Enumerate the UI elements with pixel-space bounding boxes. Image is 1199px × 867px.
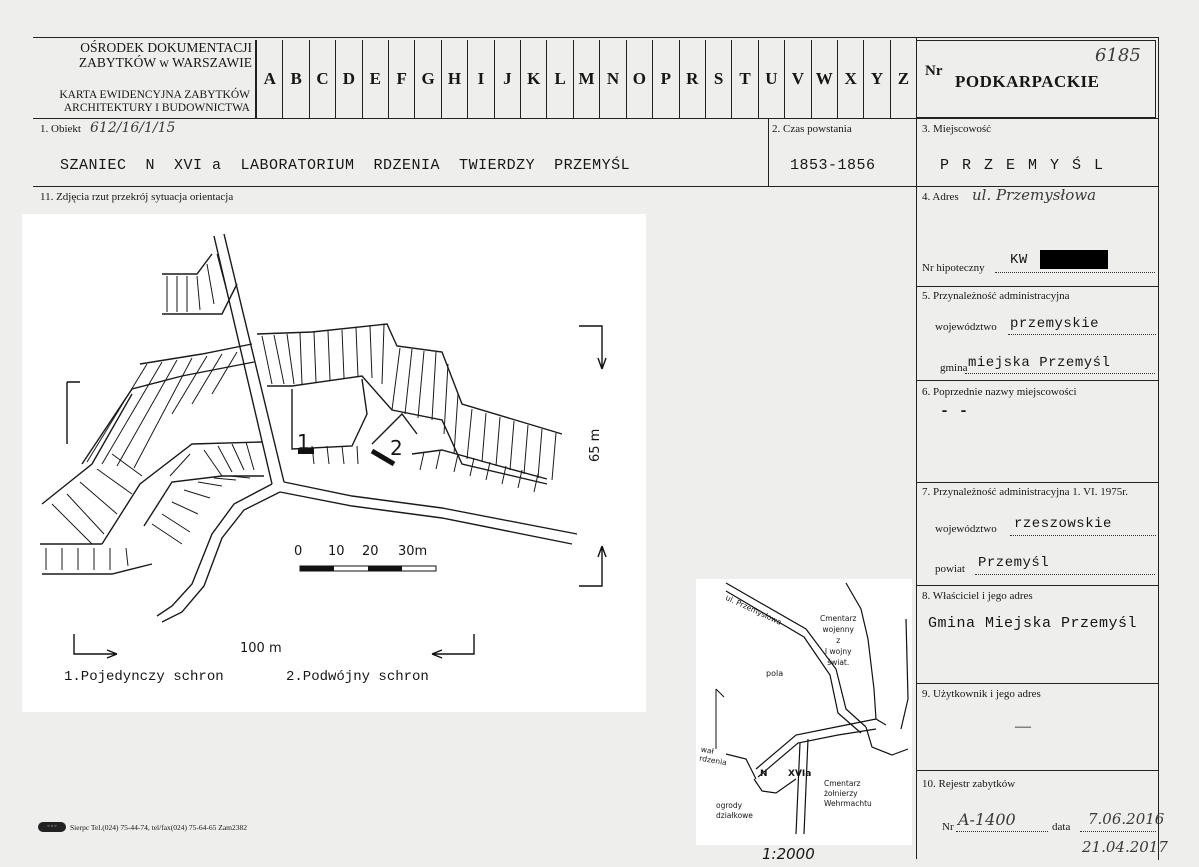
scale-label: 30m — [398, 544, 428, 559]
plan-label-2: 2 — [390, 436, 403, 460]
letter-cell: R — [679, 40, 705, 118]
wlasciciel-value: Gmina Miejska Przemyśl — [928, 615, 1138, 632]
location-map — [696, 579, 912, 845]
dimension-arrow — [74, 634, 117, 658]
zdjecia-label: 11. Zdjęcia rzut przekrój sytuacja orientacja — [40, 191, 234, 203]
inset-text-line: działkowe — [716, 811, 753, 820]
redaction-bar — [1040, 250, 1108, 269]
obiekt-handwritten: 612/16/1/15 — [90, 120, 176, 136]
letter-cell: I — [467, 40, 493, 118]
letter-cell: X — [837, 40, 863, 118]
woj-value: przemyskie — [1010, 316, 1100, 332]
adres-handwritten: ul. Przemysłowa — [972, 186, 1097, 204]
inset-text-line: wojenny — [822, 625, 854, 634]
rejestr-data-value-2: 21.04.2017 — [1082, 838, 1168, 856]
dotted-line — [1010, 535, 1156, 536]
inset-text-line: Cmentarz — [824, 779, 861, 788]
inset-fields-label: pola — [766, 669, 784, 678]
poprzednie-label: 6. Poprzednie nazwy miejscowości — [922, 386, 1077, 398]
gmina-value: miejska Przemyśl — [968, 355, 1111, 371]
inset-text-line: I wojny — [824, 647, 852, 656]
row-divider — [33, 118, 1158, 119]
letter-cell: B — [282, 40, 308, 118]
inset-wal-label: wał rdzenia — [698, 744, 728, 768]
dimension-arrow — [579, 326, 606, 369]
rejestr-nr-value: A-1400 — [958, 810, 1016, 829]
letter-grid — [256, 40, 916, 118]
row-divider — [916, 770, 1158, 771]
scale-bar — [300, 566, 436, 571]
miejscowosc-value: P R Z E M Y Ś L — [940, 157, 1106, 174]
woj-1975-value: rzeszowskie — [1014, 516, 1112, 532]
letter-cell: E — [362, 40, 388, 118]
dotted-line — [995, 272, 1155, 273]
powiat-value: Przemyśl — [978, 555, 1050, 571]
printer-info — [38, 822, 247, 832]
site-plan — [22, 214, 646, 712]
wlasciciel-label: 8. Właściciel i jego adres — [922, 590, 1033, 602]
row-divider — [916, 286, 1158, 287]
rejestr-data-label: data — [1052, 821, 1071, 833]
org-name: OŚRODEK DOKUMENTACJI ZABYTKÓW w WARSZAWIE — [78, 40, 252, 70]
dimension-100m: 100 m — [240, 641, 282, 656]
dotted-line — [965, 373, 1155, 374]
scale-label: 10 — [328, 544, 345, 559]
map-scale: 1:2000 — [762, 845, 815, 863]
inset-n-label: N — [760, 769, 768, 779]
woj-label: województwo — [935, 321, 997, 333]
printer-logo-icon: ◦◦◦ — [38, 822, 66, 832]
dotted-line — [956, 831, 1048, 832]
letter-cell: O — [626, 40, 652, 118]
dimension-arrow — [432, 634, 474, 658]
dimension-65m: 65 m — [588, 428, 603, 462]
row-divider — [916, 683, 1158, 684]
inset-text-line: Wehrmachtu — [824, 799, 872, 808]
letter-cell: G — [414, 40, 440, 118]
rejestr-label: 10. Rejestr zabytków — [922, 778, 1016, 790]
hipoteczny-value: KW — [1010, 252, 1028, 268]
dotted-line — [1008, 334, 1156, 335]
poprzednie-value: - - — [940, 403, 969, 420]
col-divider — [916, 38, 917, 859]
przynaleznosc-label: 5. Przynależność administracyjna — [922, 290, 1070, 302]
inset-gardens-label — [716, 801, 753, 821]
inset-text-line: świat. — [827, 658, 850, 667]
uzytkownik-label: 9. Użytkownik i jego adres — [922, 688, 1041, 700]
letter-cell: A — [256, 40, 282, 118]
letter-cell: Z — [890, 40, 916, 118]
inset-text-line: ogrody — [716, 801, 743, 810]
letter-cell: T — [731, 40, 757, 118]
uzytkownik-value: — — [1015, 718, 1031, 735]
col-divider — [768, 118, 769, 186]
nr-handwritten: 6185 — [1095, 45, 1141, 66]
letter-cell: K — [520, 40, 546, 118]
hipoteczny-label: Nr hipoteczny — [922, 262, 985, 274]
inset-cemetery-1 — [820, 613, 856, 668]
letter-cell: N — [599, 40, 625, 118]
plan-label-1: 1 — [297, 430, 310, 454]
scale-label: 0 — [294, 544, 303, 559]
obiekt-value: SZANIEC N XVI a LABORATORIUM RDZENIA TWIERDZY PRZEMYŚL — [60, 157, 631, 174]
legend-item-1: 1.Pojedynczy schron — [64, 669, 224, 685]
nr-label: Nr — [925, 63, 943, 79]
letter-cell: Y — [863, 40, 889, 118]
north-arrow-icon — [716, 689, 724, 749]
letter-cell: F — [388, 40, 414, 118]
dimension-arrow — [579, 546, 606, 586]
row-divider — [916, 585, 1158, 586]
scale-label: 20 — [362, 544, 379, 559]
legend-item-2: 2.Podwójny schron — [286, 669, 429, 685]
przynaleznosc-1975-label: 7. Przynależność administracyjna 1. VI. 1975r. — [922, 486, 1128, 498]
gmina-label: gmina — [940, 362, 968, 374]
letter-cell: D — [335, 40, 361, 118]
czas-label: 2. Czas powstania — [772, 123, 852, 135]
row-divider — [916, 380, 1158, 381]
obiekt-label: 1. Obiekt — [40, 123, 81, 135]
miejscowosc-label: 3. Miejscowość — [922, 123, 992, 135]
rejestr-nr-label: Nr — [942, 821, 954, 833]
inset-text-line: Cmentarz — [820, 614, 857, 623]
row-divider — [916, 482, 1158, 483]
powiat-label: powiat — [935, 563, 965, 575]
czas-value: 1853-1856 — [790, 157, 876, 174]
letter-cell: S — [705, 40, 731, 118]
dotted-line — [975, 574, 1155, 575]
letter-cell: L — [546, 40, 572, 118]
letter-cell: W — [811, 40, 837, 118]
printer-text: Sierpc Tel.(024) 75-44-74, tel/fax(024) 75-64-65 Zam2382 — [70, 822, 248, 832]
region-box — [916, 40, 1156, 118]
letter-cell: J — [494, 40, 520, 118]
adres-label: 4. Adres — [922, 191, 959, 203]
woj-1975-label: województwo — [935, 523, 997, 535]
letter-cell: C — [309, 40, 335, 118]
letter-cell: U — [758, 40, 784, 118]
letter-cell: M — [573, 40, 599, 118]
inset-text-line: z — [836, 636, 841, 645]
inset-street-label: ul. Przemysłowa — [724, 593, 784, 627]
inset-cemetery-2 — [824, 779, 872, 809]
letter-cell: V — [784, 40, 810, 118]
inset-text-line: żołnierzy — [824, 789, 858, 798]
rejestr-data-value: 7.06.2016 — [1088, 810, 1165, 828]
letter-cell: H — [441, 40, 467, 118]
card-type: KARTA EWIDENCYJNA ZABYTKÓW ARCHITEKTURY I BUDOWNICTWA — [59, 89, 250, 114]
region-name: PODKARPACKIE — [955, 72, 1100, 91]
dotted-line — [1080, 831, 1156, 832]
orientation-arrow — [67, 382, 80, 444]
plan-drawing — [22, 214, 646, 712]
inset-xvia-label: XVIa — [788, 769, 812, 779]
letter-cell: P — [652, 40, 678, 118]
